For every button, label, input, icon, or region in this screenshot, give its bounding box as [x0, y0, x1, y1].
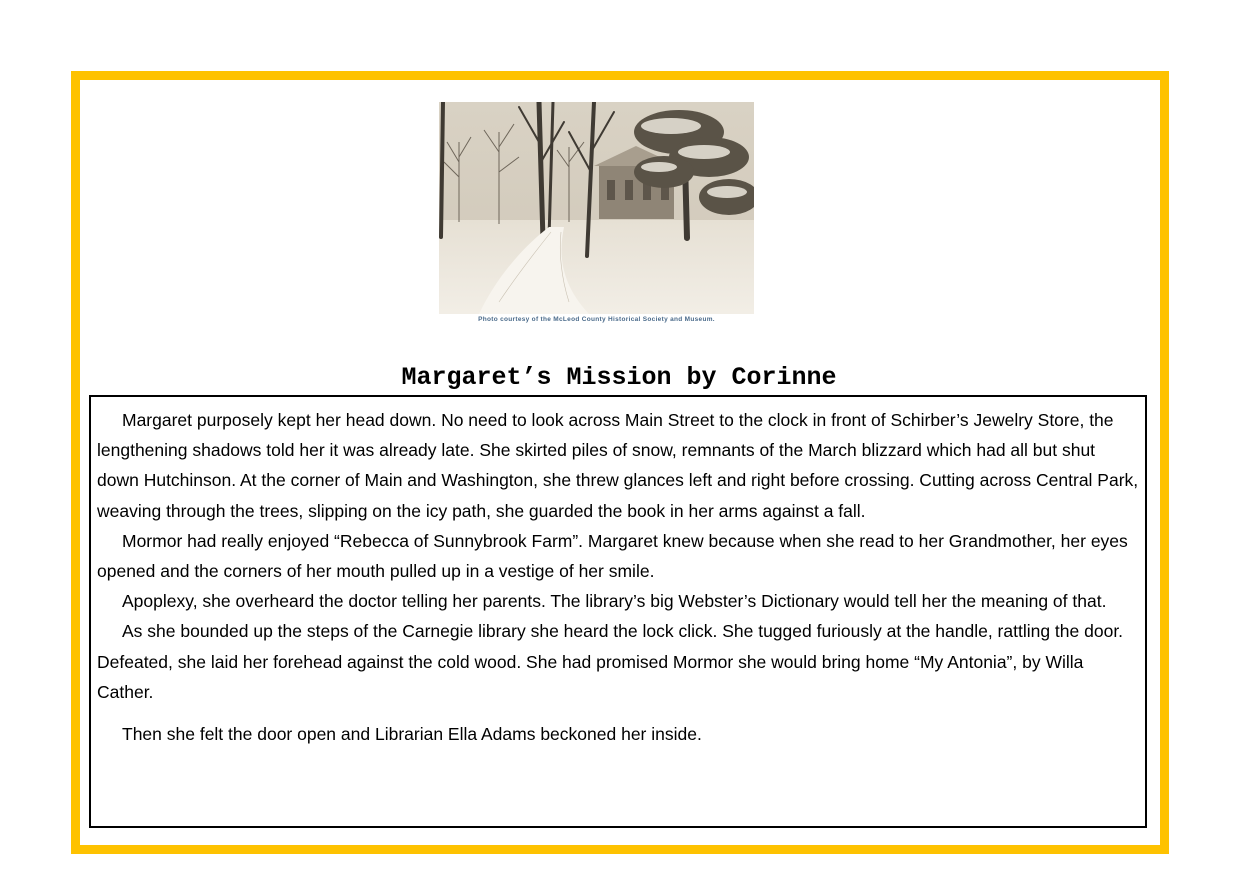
story-title: Margaret’s Mission by Corinne — [401, 363, 837, 392]
photo-credit: Photo courtesy of the McLeod County Historical Society and Museum. — [439, 314, 754, 326]
story-paragraph-1: Margaret purposely kept her head down. No need to look across Main Street to the clock in front of Schirber’s Jewelry Store, the lengthening shadows told her it was already late. She skirted piles of snow, remnants of the March blizzard which had all but shut down Hutchinson. At the corner of Main and Washington, she threw glances left and right before crossing. Cutting across Central Park, weaving through the trees, slipping on the icy path, she guarded the book in her arms against a fall. — [97, 410, 1139, 521]
story-paragraph-2: Mormor had really enjoyed “Rebecca of Sunnybrook Farm”. Margaret knew because when she read to her Grandmother, her eyes opened and the corners of her mouth pulled up in a vestige of her smile. — [97, 530, 1128, 582]
story-paragraph-3: Apoplexy, she overheard the doctor telling her parents. The library’s big Webster’s Dictionary would tell her the meaning of that. — [122, 591, 1107, 612]
winter-park-illustration — [439, 102, 754, 314]
story-paragraph-4: As she bounded up the steps of the Carnegie library she heard the lock click. She tugged furiously at the handle, rattling the door. Defeated, she laid her forehead against the cold wood. She had promised Mormor she would bring home “My Antonia”, by Willa Cather. — [97, 621, 1124, 702]
story-text-box — [89, 395, 1147, 828]
winter-park-photo — [439, 102, 754, 326]
story-paragraph-5: Then she felt the door open and Librarian Ella Adams beckoned her inside. — [122, 724, 702, 745]
